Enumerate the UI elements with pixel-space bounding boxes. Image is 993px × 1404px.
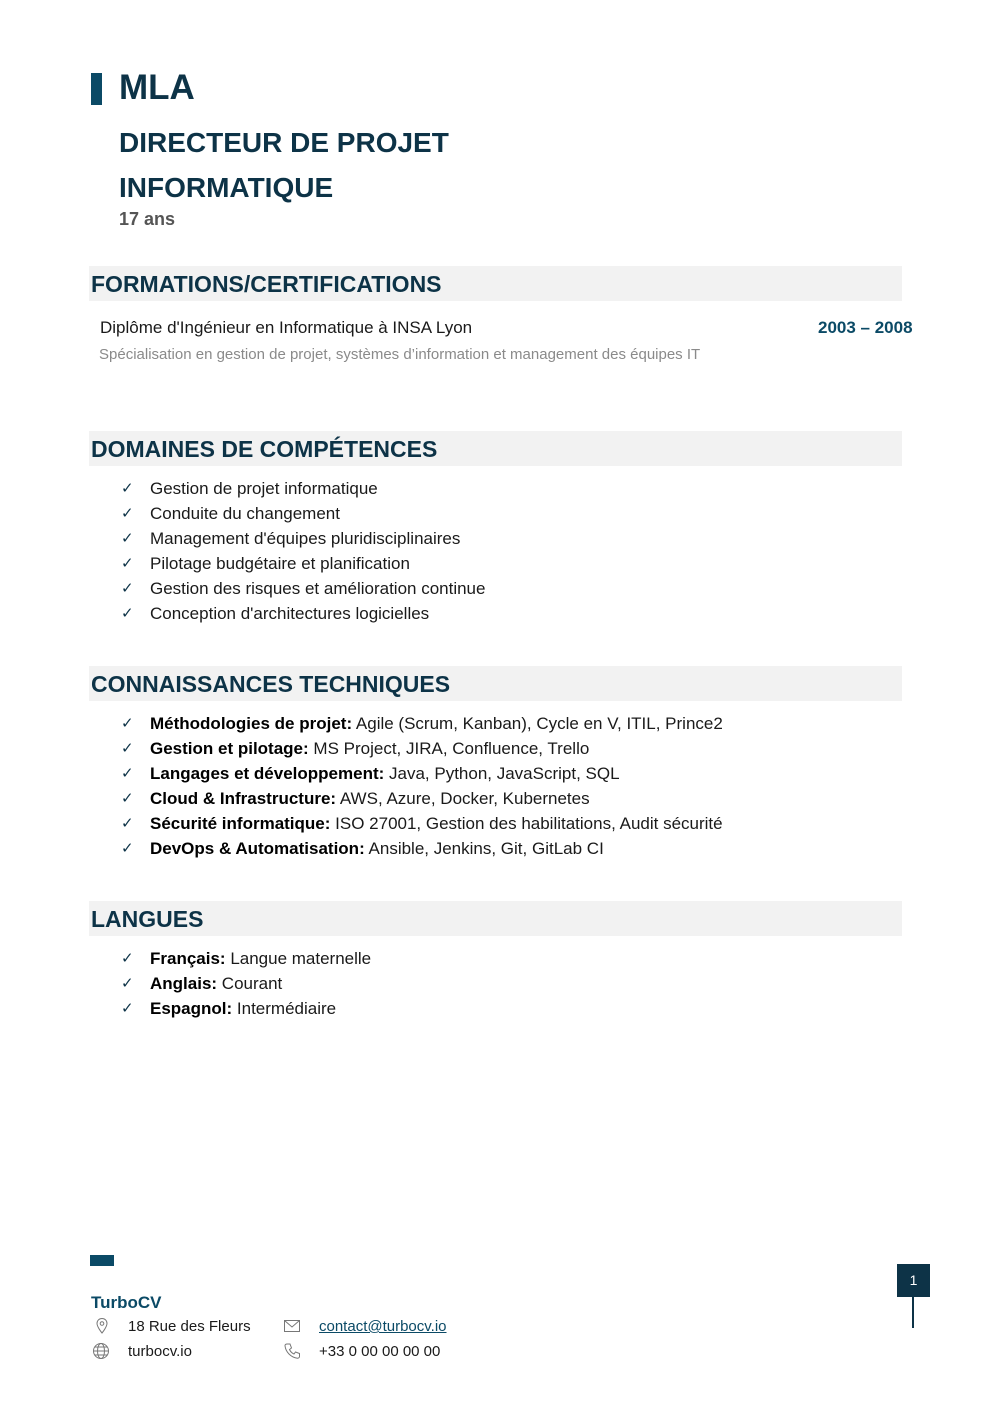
education-description: Spécialisation en gestion de projet, systèmes d’information et management des équipes IT (99, 346, 701, 363)
check-icon: ✓ (121, 1000, 134, 1017)
list-item: ✓ Gestion de projet informatique (119, 476, 839, 501)
section-education-header (89, 266, 902, 301)
list-item: ✓ Management d'équipes pluridisciplinaires (119, 526, 839, 551)
check-icon: ✓ (121, 480, 134, 497)
education-dates: 2003 – 2008 (818, 318, 913, 337)
section-skills-header (89, 431, 902, 466)
list-item: ✓ Cloud & Infrastructure: AWS, Azure, Docker, Kubernetes (119, 786, 839, 811)
list-item: ✓ Conduite du changement (119, 501, 839, 526)
location-pin-icon (93, 1317, 111, 1335)
check-icon: ✓ (121, 580, 134, 597)
section-languages-title: LANGUES (91, 906, 204, 932)
candidate-name: MLA (119, 68, 195, 107)
skills-list (119, 476, 839, 626)
languages-list (119, 946, 839, 1021)
job-title: DIRECTEUR DE PROJET INFORMATIQUE (119, 127, 449, 203)
check-icon: ✓ (121, 530, 134, 547)
section-technical-title: CONNAISSANCES TECHNIQUES (91, 671, 451, 697)
globe-icon (92, 1342, 110, 1360)
education-degree: Diplôme d'Ingénieur en Informatique à INSA Lyon (100, 318, 473, 337)
list-item: ✓ Anglais: Courant (119, 971, 839, 996)
check-icon: ✓ (121, 715, 134, 732)
list-item: ✓ Espagnol: Intermédiaire (119, 996, 839, 1021)
check-icon: ✓ (121, 505, 134, 522)
experience-years: 17 ans (119, 209, 176, 229)
check-icon: ✓ (121, 605, 134, 622)
list-item: ✓ Pilotage budgétaire et planification (119, 551, 839, 576)
list-item: ✓ Gestion et pilotage: MS Project, JIRA, Confluence, Trello (119, 736, 839, 761)
list-item: ✓ Langages et développement: Java, Python, JavaScript, SQL (119, 761, 839, 786)
page-number-line (912, 1297, 914, 1328)
footer-phone: +33 0 00 00 00 00 (319, 1343, 441, 1360)
check-icon: ✓ (121, 950, 134, 967)
check-icon: ✓ (121, 815, 134, 832)
check-icon: ✓ (121, 840, 134, 857)
check-icon: ✓ (121, 555, 134, 572)
list-item: ✓ Gestion des risques et amélioration continue (119, 576, 839, 601)
list-item: ✓ Méthodologies de projet: Agile (Scrum, Kanban), Cycle en V, ITIL, Prince2 (119, 711, 839, 736)
footer-accent-tab (90, 1255, 114, 1266)
check-icon: ✓ (121, 790, 134, 807)
footer-brand: TurboCV (91, 1293, 162, 1312)
section-skills-title: DOMAINES DE COMPÉTENCES (91, 436, 438, 462)
section-languages-header (89, 901, 902, 936)
page-number: 1 (897, 1264, 930, 1297)
mail-icon (283, 1317, 301, 1335)
check-icon: ✓ (121, 740, 134, 757)
list-item: ✓ Sécurité informatique: ISO 27001, Gestion des habilitations, Audit sécurité (119, 811, 839, 836)
list-item: ✓ DevOps & Automatisation: Ansible, Jenkins, Git, GitLab CI (119, 836, 839, 861)
check-icon: ✓ (121, 765, 134, 782)
technical-list (119, 711, 839, 861)
list-item: ✓ Français: Langue maternelle (119, 946, 839, 971)
section-technical-header (89, 666, 902, 701)
name-accent-bar (91, 73, 102, 105)
section-education-title: FORMATIONS/CERTIFICATIONS (91, 271, 442, 297)
footer-website[interactable]: turbocv.io (128, 1343, 192, 1360)
phone-icon (283, 1342, 301, 1360)
check-icon: ✓ (121, 975, 134, 992)
footer-email-link[interactable]: contact@turbocv.io (319, 1318, 447, 1335)
footer-address: 18 Rue des Fleurs (128, 1318, 251, 1335)
list-item: ✓ Conception d'architectures logicielles (119, 601, 839, 626)
